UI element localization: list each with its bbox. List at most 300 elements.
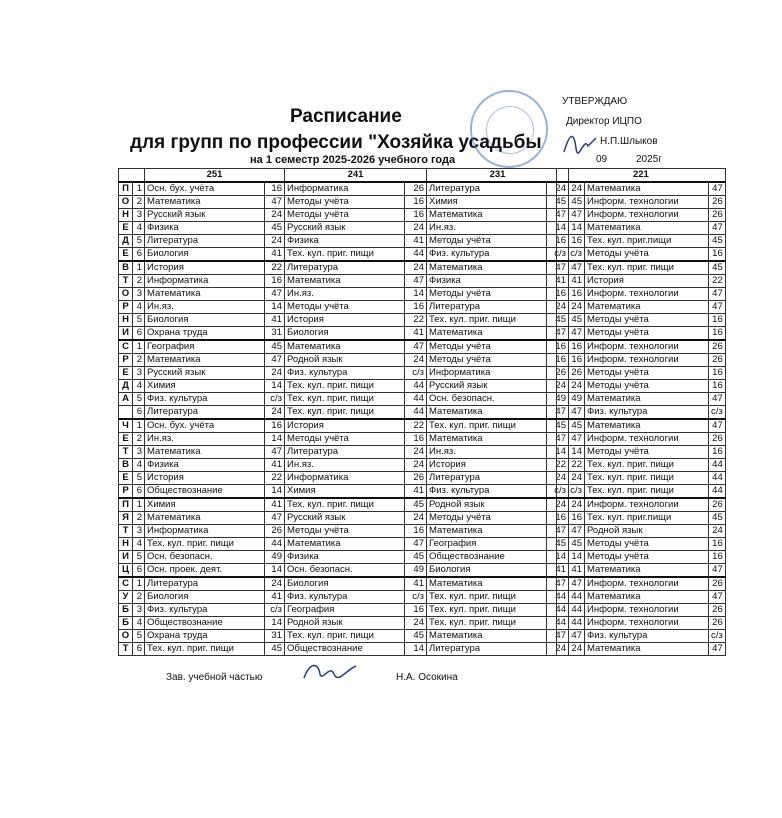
table-row [119,406,569,420]
lesson-number-cell: 3 [133,288,145,301]
table-row [119,485,569,499]
director-name: Н.П.Шлыков [600,136,658,147]
subject-cell: Физ. культура [145,393,265,406]
room-cell: 24 [709,525,726,538]
subject-cell: Математика [585,393,709,406]
day-letter-cell: В [119,261,133,275]
room-cell: 41 [405,327,427,341]
subject-cell: Математика [427,406,547,420]
subject-cell: Тех. кул. приг.пищи [585,235,709,248]
subject-cell: Биология [285,577,405,591]
table-row [557,393,726,406]
table-row [557,380,726,393]
room-cell: 47 [557,406,585,420]
lesson-number-cell: 6 [133,327,145,341]
lesson-number-cell: 2 [133,354,145,367]
table-row [119,498,569,512]
room-cell: 14 [265,485,285,499]
approval-year: 2025г [636,154,662,165]
subject-cell: Литература [145,406,265,420]
subject-cell: Биология [145,591,265,604]
subject-cell: Химия [285,485,405,499]
room-cell: 44 [547,604,569,617]
room-cell: 47 [547,525,569,538]
room-cell: 16 [405,433,427,446]
lesson-number-cell: 1 [133,577,145,591]
subject-cell: География [145,340,265,354]
day-letter-cell: О [119,288,133,301]
subject-cell: Литература [427,301,547,314]
table-row [557,617,726,630]
subject-cell: Литература [145,577,265,591]
room-cell: 16 [405,604,427,617]
subject-cell: Тех. кул. приг. пищи [285,498,405,512]
subject-cell: Ин.яз. [145,301,265,314]
day-letter-cell: Б [119,604,133,617]
subject-cell: Физика [427,275,547,288]
table-row [557,577,726,591]
room-cell: 22 [557,459,585,472]
room-cell: 47 [557,433,585,446]
room-cell: с/з [547,485,569,499]
table-row [557,235,726,248]
day-letter-cell: П [119,182,133,196]
room-cell: 16 [709,327,726,341]
table-row [557,340,726,354]
semester-line: на 1 семестр 2025-2026 учебного года [250,154,456,166]
room-cell: 45 [405,498,427,512]
subject-cell: Математика [427,327,547,341]
subject-cell: Физика [285,235,405,248]
approval-month: 09 [596,154,608,165]
room-cell: 47 [709,301,726,314]
subject-cell: Литература [427,472,547,485]
room-cell: 47 [405,538,427,551]
subject-cell: Тех. кул. приг. пищи [427,314,547,327]
lesson-number-cell: 4 [133,617,145,630]
subject-cell: Математика [427,261,547,275]
room-cell: 26 [709,340,726,354]
room-cell: 16 [547,512,569,525]
day-letter-cell: В [119,459,133,472]
day-letter-cell: Е [119,248,133,262]
subject-cell: Родной язык [585,525,709,538]
subject-cell: Ин.яз. [427,222,547,235]
subject-cell: Обществознание [427,551,547,564]
subject-cell: Тех. кул. приг. пищи [585,485,709,499]
room-cell: 24 [265,235,285,248]
day-letter-cell: Ц [119,564,133,578]
subject-cell: Русский язык [145,367,265,380]
table-row [119,314,569,327]
room-cell: 49 [557,393,585,406]
subject-cell: Ин.яз. [285,288,405,301]
subject-cell: Информ. технологии [585,340,709,354]
table-row [557,275,726,288]
room-cell: 41 [405,485,427,499]
day-letter-cell: Т [119,446,133,459]
subject-cell: Математика [585,182,709,196]
subject-cell: Физика [145,222,265,235]
table-row [119,196,569,209]
subject-cell: Математика [145,512,265,525]
subject-cell: История [285,419,405,433]
table-row [557,459,726,472]
lesson-number-cell: 5 [133,630,145,643]
room-cell: 26 [405,472,427,485]
room-cell: 14 [265,433,285,446]
room-cell: 47 [557,261,585,275]
room-cell: 14 [405,643,427,656]
subject-cell: Физ. культура [427,248,547,262]
room-cell: 22 [405,314,427,327]
table-row [119,538,569,551]
room-cell: 14 [547,446,569,459]
room-cell: 44 [557,591,585,604]
room-cell: 44 [709,459,726,472]
subject-cell: Осн. проек. деят. [145,564,265,578]
subject-cell: Информ. технологии [585,209,709,222]
room-cell: 45 [547,196,569,209]
room-cell: 41 [557,564,585,578]
footer-name: Н.А. Осокина [396,672,458,683]
room-cell: 14 [547,222,569,235]
table-row [119,591,569,604]
room-cell: 24 [557,498,585,512]
table-row [119,564,569,578]
room-cell: 44 [547,591,569,604]
subject-cell: Информ. технологии [585,617,709,630]
table-row [119,380,569,393]
day-letter-cell: Т [119,275,133,288]
table-row [557,591,726,604]
subject-cell: Математика [427,209,547,222]
subject-cell: Информ. технологии [585,433,709,446]
table-row [119,261,569,275]
room-cell: 47 [709,591,726,604]
room-cell: 24 [557,643,585,656]
subject-cell: Информатика [285,182,405,196]
room-cell: 26 [709,604,726,617]
room-cell: 24 [557,472,585,485]
table-row [557,406,726,420]
subject-cell: Математика [585,591,709,604]
room-cell: 45 [547,419,569,433]
table-row [119,327,569,341]
subject-cell: Математика [585,222,709,235]
room-cell: 44 [709,472,726,485]
room-cell: 49 [265,551,285,564]
subject-cell: Методы учёта [427,354,547,367]
table-row [119,367,569,380]
room-cell: 14 [265,301,285,314]
subject-cell: Тех. кул. приг.пищи [585,512,709,525]
day-letter-cell [119,406,133,420]
table-row [557,604,726,617]
room-cell: 47 [265,196,285,209]
table-row [119,525,569,538]
subject-cell: Физ. культура [285,591,405,604]
day-letter-cell: Е [119,472,133,485]
table-row [557,196,726,209]
subject-cell: Осн. безопасн. [427,393,547,406]
day-letter-cell: Н [119,209,133,222]
subject-cell: Математика [145,354,265,367]
day-letter-cell: О [119,196,133,209]
room-cell: с/з [405,367,427,380]
subject-cell: География [285,604,405,617]
table-row [119,459,569,472]
room-cell: 26 [709,354,726,367]
subject-cell: Ин.яз. [145,433,265,446]
room-cell: с/з [265,393,285,406]
subject-cell: Физ. культура [585,630,709,643]
lesson-number-cell: 4 [133,538,145,551]
subject-cell: Методы учёта [585,551,709,564]
subject-cell: Тех. кул. приг. пищи [285,393,405,406]
room-cell: 41 [405,577,427,591]
room-cell: 26 [709,196,726,209]
room-cell: 44 [557,604,585,617]
table-row [119,433,569,446]
room-cell: 24 [557,182,585,196]
room-cell: 47 [547,630,569,643]
room-cell: 22 [709,275,726,288]
subject-cell: Обществознание [145,617,265,630]
table-row [119,512,569,525]
lesson-number-cell: 2 [133,591,145,604]
table-row [557,314,726,327]
room-cell: 22 [405,419,427,433]
room-cell: 16 [557,288,585,301]
subject-cell: Физика [285,551,405,564]
subject-cell: Родной язык [285,354,405,367]
room-cell: 24 [405,617,427,630]
room-cell: 47 [557,577,585,591]
room-cell: 45 [557,419,585,433]
lesson-number-cell: 3 [133,446,145,459]
room-cell: 45 [405,551,427,564]
room-cell: с/з [405,591,427,604]
subject-cell: Методы учёта [285,209,405,222]
room-cell: 47 [557,327,585,341]
subject-cell: Методы учёта [427,288,547,301]
room-cell: 45 [265,222,285,235]
subject-cell: Тех. кул. приг. пищи [285,380,405,393]
lesson-number-cell: 4 [133,222,145,235]
room-cell: 44 [405,380,427,393]
table-row [557,327,726,341]
room-cell: 47 [709,222,726,235]
group-header-cell: 221 [557,169,726,183]
subject-cell: Математика [145,288,265,301]
room-cell: с/з [547,248,569,262]
subject-cell: Математика [285,538,405,551]
room-cell: 16 [405,525,427,538]
left-header-row [119,169,569,183]
subject-cell: Информатика [145,525,265,538]
table-row [119,643,569,656]
room-cell: 44 [405,248,427,262]
table-row [119,301,569,314]
room-cell: 14 [265,380,285,393]
table-row [119,182,569,196]
day-letter-cell: Д [119,235,133,248]
table-row [557,512,726,525]
table-row [557,182,726,196]
subject-cell: Методы учёта [585,367,709,380]
subject-cell: Осн. безопасн. [145,551,265,564]
subject-cell: Физика [145,459,265,472]
room-cell: 26 [709,498,726,512]
subject-cell: Математика [285,275,405,288]
subject-cell: Тех. кул. приг. пищи [285,248,405,262]
lesson-number-cell: 5 [133,235,145,248]
room-cell: 24 [405,222,427,235]
table-row [557,288,726,301]
lesson-number-cell: 1 [133,419,145,433]
table-row [119,222,569,235]
subject-cell: Математика [145,446,265,459]
room-cell: 22 [547,459,569,472]
table-row [557,354,726,367]
room-cell: 24 [265,406,285,420]
right-header-row [557,169,726,183]
lesson-number-cell: 4 [133,459,145,472]
subject-cell: Тех. кул. приг. пищи [427,591,547,604]
day-letter-cell: Е [119,367,133,380]
room-cell: 47 [709,564,726,578]
day-letter-cell: Е [119,222,133,235]
room-cell: 45 [405,630,427,643]
footer-position-label: Зав. учебной частью [166,672,263,683]
room-cell: 47 [547,261,569,275]
table-row [119,419,569,433]
room-cell: 45 [265,340,285,354]
subject-cell: Математика [585,301,709,314]
day-letter-cell: С [119,577,133,591]
table-row [119,275,569,288]
table-row [557,419,726,433]
day-letter-cell: Б [119,617,133,630]
room-cell: 45 [547,538,569,551]
table-row [557,630,726,643]
room-cell: 47 [709,182,726,196]
table-row [557,472,726,485]
day-letter-cell: Т [119,643,133,656]
room-cell: с/з [265,604,285,617]
page-subtitle: для групп по профессии "Хозяйка усадьбы [130,132,542,153]
subject-cell: Биология [145,248,265,262]
subject-cell: Методы учёта [585,248,709,262]
subject-cell: Математика [585,564,709,578]
table-row [119,446,569,459]
room-cell: 14 [557,222,585,235]
subject-cell: Математика [145,196,265,209]
table-row [119,340,569,354]
subject-cell: Русский язык [427,380,547,393]
lesson-number-cell: 3 [133,525,145,538]
subject-cell: Информатика [285,472,405,485]
room-cell: 49 [547,393,569,406]
table-row [557,525,726,538]
subject-cell: Информ. технологии [585,577,709,591]
subject-cell: Литература [427,182,547,196]
room-cell: 44 [709,485,726,499]
room-cell: 16 [709,314,726,327]
room-cell: с/з [709,406,726,420]
table-row [557,538,726,551]
room-cell: 47 [547,406,569,420]
lesson-number-cell: 3 [133,604,145,617]
room-cell: 47 [265,512,285,525]
room-cell: 47 [547,327,569,341]
table-row [119,235,569,248]
room-cell: 41 [547,275,569,288]
room-cell: 31 [265,327,285,341]
subject-cell: Тех. кул. приг. пищи [145,538,265,551]
table-row [557,222,726,235]
table-row [119,630,569,643]
schedule-table-left [118,168,569,656]
room-cell: 26 [405,182,427,196]
room-cell: 44 [557,617,585,630]
subject-cell: Методы учёта [585,380,709,393]
room-cell: 24 [547,182,569,196]
room-cell: 47 [547,577,569,591]
subject-cell: Математика [427,433,547,446]
day-letter-cell: Р [119,354,133,367]
room-cell: 16 [557,512,585,525]
day-letter-cell: П [119,498,133,512]
group-header-cell: 231 [427,169,569,183]
subject-cell: Математика [585,643,709,656]
room-cell: 16 [405,301,427,314]
lesson-number-cell: 6 [133,248,145,262]
table-row [557,643,726,656]
lesson-number-cell: 6 [133,643,145,656]
lesson-number-cell: 1 [133,261,145,275]
subject-cell: Математика [427,525,547,538]
subject-cell: Физ. культура [285,367,405,380]
subject-cell: История [285,314,405,327]
room-cell: 45 [709,261,726,275]
day-letter-cell: Е [119,433,133,446]
subject-cell: Информ. технологии [585,498,709,512]
room-cell: 47 [557,525,585,538]
room-cell: 45 [557,314,585,327]
day-letter-cell: Т [119,525,133,538]
subject-cell: Обществознание [145,485,265,499]
subject-cell: Осн. бух. учёта [145,182,265,196]
table-row [557,261,726,275]
director-signature [560,128,600,158]
room-cell: 41 [557,275,585,288]
day-letter-cell: Н [119,538,133,551]
approve-label: УТВЕРЖДАЮ [562,96,628,107]
room-cell: 47 [265,446,285,459]
room-cell: 47 [709,288,726,301]
table-row [557,498,726,512]
room-cell: 26 [709,209,726,222]
subject-cell: Физ. культура [427,485,547,499]
subject-cell: Тех. кул. приг. пищи [145,643,265,656]
table-row [557,485,726,499]
room-cell: 24 [405,446,427,459]
table-row [557,209,726,222]
subject-cell: Химия [427,196,547,209]
room-cell: 47 [709,393,726,406]
